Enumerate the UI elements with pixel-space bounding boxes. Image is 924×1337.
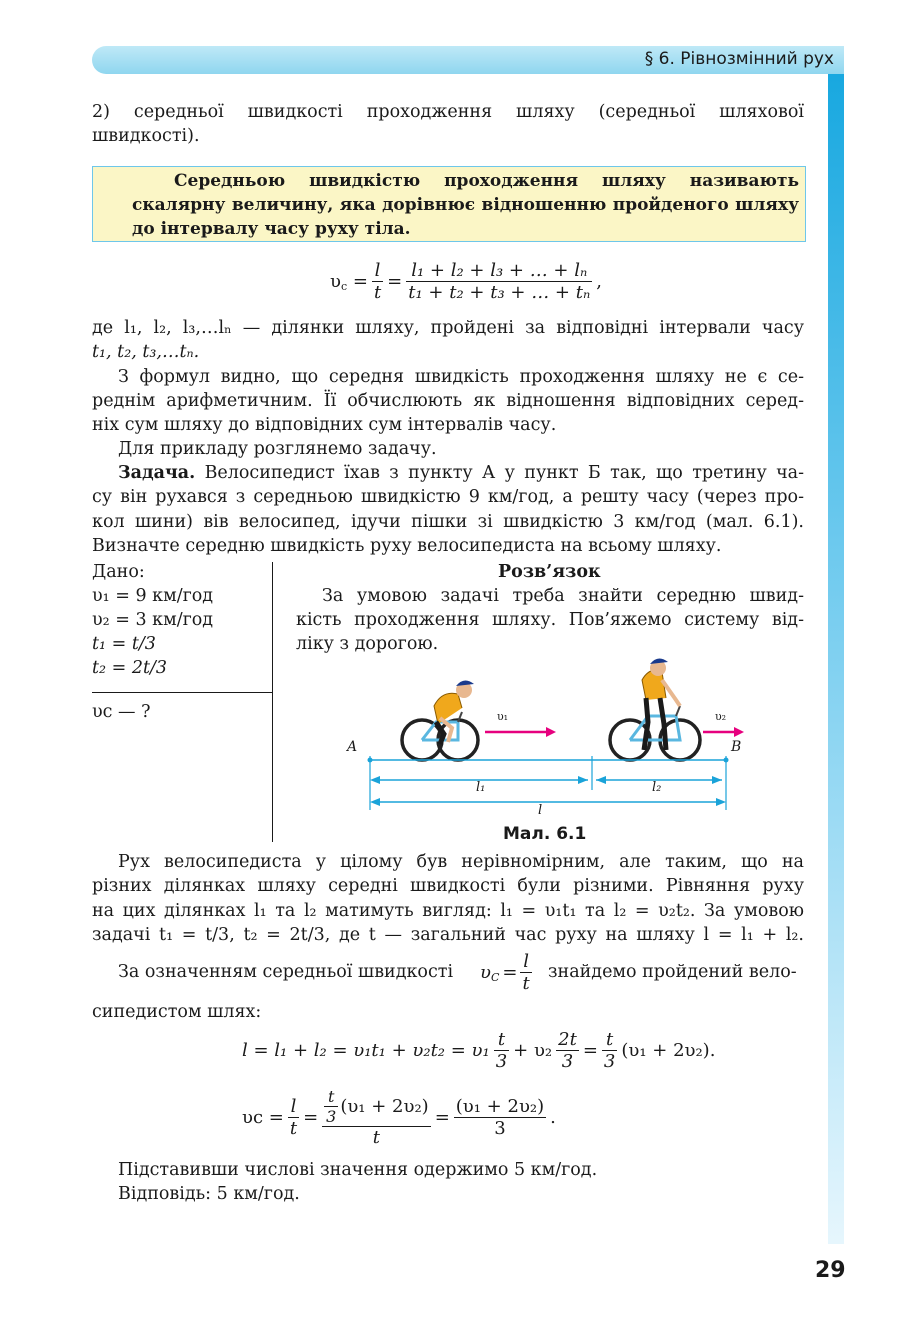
figure-point-b: B <box>731 739 742 755</box>
solution-title: Розв’язок <box>498 562 601 582</box>
task-label: Задача. <box>118 463 196 483</box>
given-item-4: t₂ = 2t/3 <box>92 658 168 678</box>
formula3-end: . <box>550 1106 556 1128</box>
para5-before: За означенням середньої швидкості <box>118 962 454 982</box>
formula2-mid2: = <box>582 1039 598 1061</box>
formula-path <box>242 1024 715 1076</box>
given-title: Дано: <box>92 562 145 582</box>
para2-line-3: ніх сум шляху до відповідних сум інтервалів часу. <box>92 415 557 435</box>
formula1-lhs: υ <box>330 270 341 292</box>
formula3-bignum-frac-num: t <box>324 1087 338 1107</box>
formula2-start: l = l₁ + l₂ = υ₁t₁ + υ₂t₂ = υ₁ <box>242 1039 490 1061</box>
formula-inline-average-speed: $\upsilon_C$ = $\frac{l}{t}$ <box>480 950 530 994</box>
given-item-2: υ₂ = 3 км/год <box>92 610 214 630</box>
formula3-f1-num: l <box>288 1096 299 1118</box>
conclusion-line-1: Підставивши числові значення одержимо 5 км/год. <box>118 1160 598 1180</box>
solution-line-1: За умовою задачі треба знайти середню швид- <box>322 586 804 606</box>
task-line-1 <box>118 461 804 485</box>
figure-label-v1: υ₁ <box>497 710 509 723</box>
formula-average-speed-result <box>242 1080 556 1154</box>
cyclist-walking-illustration <box>610 658 700 760</box>
figure-label-l1: l₁ <box>476 780 486 795</box>
formula2-f3-den: 3 <box>603 1050 616 1072</box>
para5-formula-sub: C <box>490 970 500 984</box>
formula2-f2-den: 3 <box>561 1050 574 1072</box>
formula1-lhs-sub: с <box>340 279 348 293</box>
given-item-1: υ₁ = 9 км/год <box>92 586 214 606</box>
task-line-1-rest: Велосипедист їхав з пункту А у пункт Б так, що третину ча- <box>195 463 804 483</box>
para3-line-1: Для прикладу розглянемо задачу. <box>118 439 437 459</box>
formula2-end: (υ₁ + 2υ₂). <box>621 1039 716 1061</box>
task-line-3: кол шини) вів велосипед, ідучи пішки зі швидкістю 3 км/год (мал. 6.1). <box>92 512 804 532</box>
formula1-frac2-num: l₁ + l₂ + l₃ + … + lₙ <box>406 260 592 282</box>
formula3-f1-den: t <box>289 1117 298 1139</box>
para5-formula-lhs: υ <box>480 961 491 983</box>
para4-line-3: на цих ділянках l₁ та l₂ матимуть вигляд: l₁ = υ₁t₁ та l₂ = υ₂t₂. За умовою <box>92 901 804 921</box>
formula1-frac2-den: t₁ + t₂ + t₃ + … + tₙ <box>408 281 591 303</box>
formula2-f1-den: 3 <box>495 1050 508 1072</box>
figure-label-v2: υ₂ <box>715 710 727 723</box>
formula1-frac1-den: t <box>373 281 382 303</box>
given-divider-horizontal <box>92 692 273 693</box>
intro-line-2: швидкості). <box>92 126 200 146</box>
page-header-title: § 6. Рівнозмінний рух <box>644 49 834 69</box>
formula1-frac1-num: l <box>372 260 383 282</box>
formula3-eq2: = <box>434 1106 450 1128</box>
header-bar <box>92 46 844 74</box>
formula3-bignum-rest: (υ₁ + 2υ₂) <box>340 1095 429 1117</box>
formula1-tail: , <box>596 270 602 292</box>
para5-line-2: сипедистом шлях: <box>92 1002 262 1022</box>
formula3-eq1: = <box>303 1106 319 1128</box>
figure-cyclists <box>330 650 750 822</box>
para5-formula-num: l <box>520 951 531 973</box>
page-number: 29 <box>815 1258 846 1283</box>
para4-line-2: різних ділянках шляху середні швидкості були різними. Рівняння руху <box>92 876 804 896</box>
formula3-f3-den: 3 <box>494 1117 506 1139</box>
formula-average-speed: $\upsilon_с$ = $\frac{l}{t}$ = $\frac{\text{l₁ + l₂ + l₃ + … + lₙ}}{\text{t₁ + t₂ + t₃ + … + tₙ}}$ , <box>330 259 602 303</box>
given-divider-vertical <box>272 562 273 842</box>
para4-line-1: Рух велосипедиста у цілому був нерівномірним, але таким, що на <box>118 852 804 872</box>
figure-label-l: l <box>538 803 543 818</box>
para1-line-1: де l₁, l₂, l₃,…lₙ — ділянки шляху, пройдені за відповідні інтервали часу <box>92 318 804 338</box>
formula2-mid1: + υ₂ <box>513 1039 553 1061</box>
para5-after: знайдемо пройдений вело- <box>548 962 797 982</box>
formula3-bignum-frac-den: 3 <box>326 1106 337 1126</box>
conclusion-line-2: Відповідь: 5 км/год. <box>118 1184 300 1204</box>
figure-label-l2: l₂ <box>652 780 662 795</box>
solution-line-3: ліку з дорогою. <box>296 634 439 654</box>
given-unknown: υс — ? <box>92 702 151 722</box>
figure-point-a: A <box>347 739 358 755</box>
para2-line-1: З формул видно, що середня швидкість проходження шляху не є се- <box>118 367 804 387</box>
definition-text: Середньою швидкістю проходження шляху називають скалярну величину, яка дорівнює відношенню пройденого шляху до інтервалу часу руху тіла. <box>132 171 799 239</box>
para2-line-2: реднім арифметичним. Її обчислюють як відношення відповідних серед- <box>92 391 804 411</box>
formula3-big-den: t <box>372 1126 381 1148</box>
para5-formula-den: t <box>522 972 530 994</box>
task-line-4: Визначте середню швидкість руху велосипедиста на всьому шляху. <box>92 536 722 556</box>
side-stripe <box>828 74 844 1244</box>
cyclist-riding-illustration <box>402 680 478 760</box>
formula2-f1-num: t <box>494 1029 509 1051</box>
para4-line-4: задачі t₁ = t/3, t₂ = 2t/3, де t — загальний час руху на шляху l = l₁ + l₂. <box>92 925 804 945</box>
given-item-3: t₁ = t/3 <box>92 634 156 654</box>
formula2-f2-num: 2t <box>558 1028 577 1050</box>
solution-line-2: кість проходження шляху. Пов’яжемо систему від- <box>296 610 804 630</box>
formula3-f3-num: (υ₁ + 2υ₂) <box>455 1095 545 1117</box>
formula2-f3-num: t <box>602 1029 617 1051</box>
para1-line-2: t₁, t₂, t₃,…tₙ. <box>92 342 200 362</box>
formula3-lhs: υс = <box>242 1106 284 1128</box>
task-line-2: су він рухався з середньою швидкістю 9 км/год, а решту часу (через про- <box>92 487 804 507</box>
intro-line-1: 2) середньої швидкості проходження шляху (середньої шляхової <box>92 102 804 122</box>
figure-caption: Мал. 6.1 <box>503 824 587 844</box>
